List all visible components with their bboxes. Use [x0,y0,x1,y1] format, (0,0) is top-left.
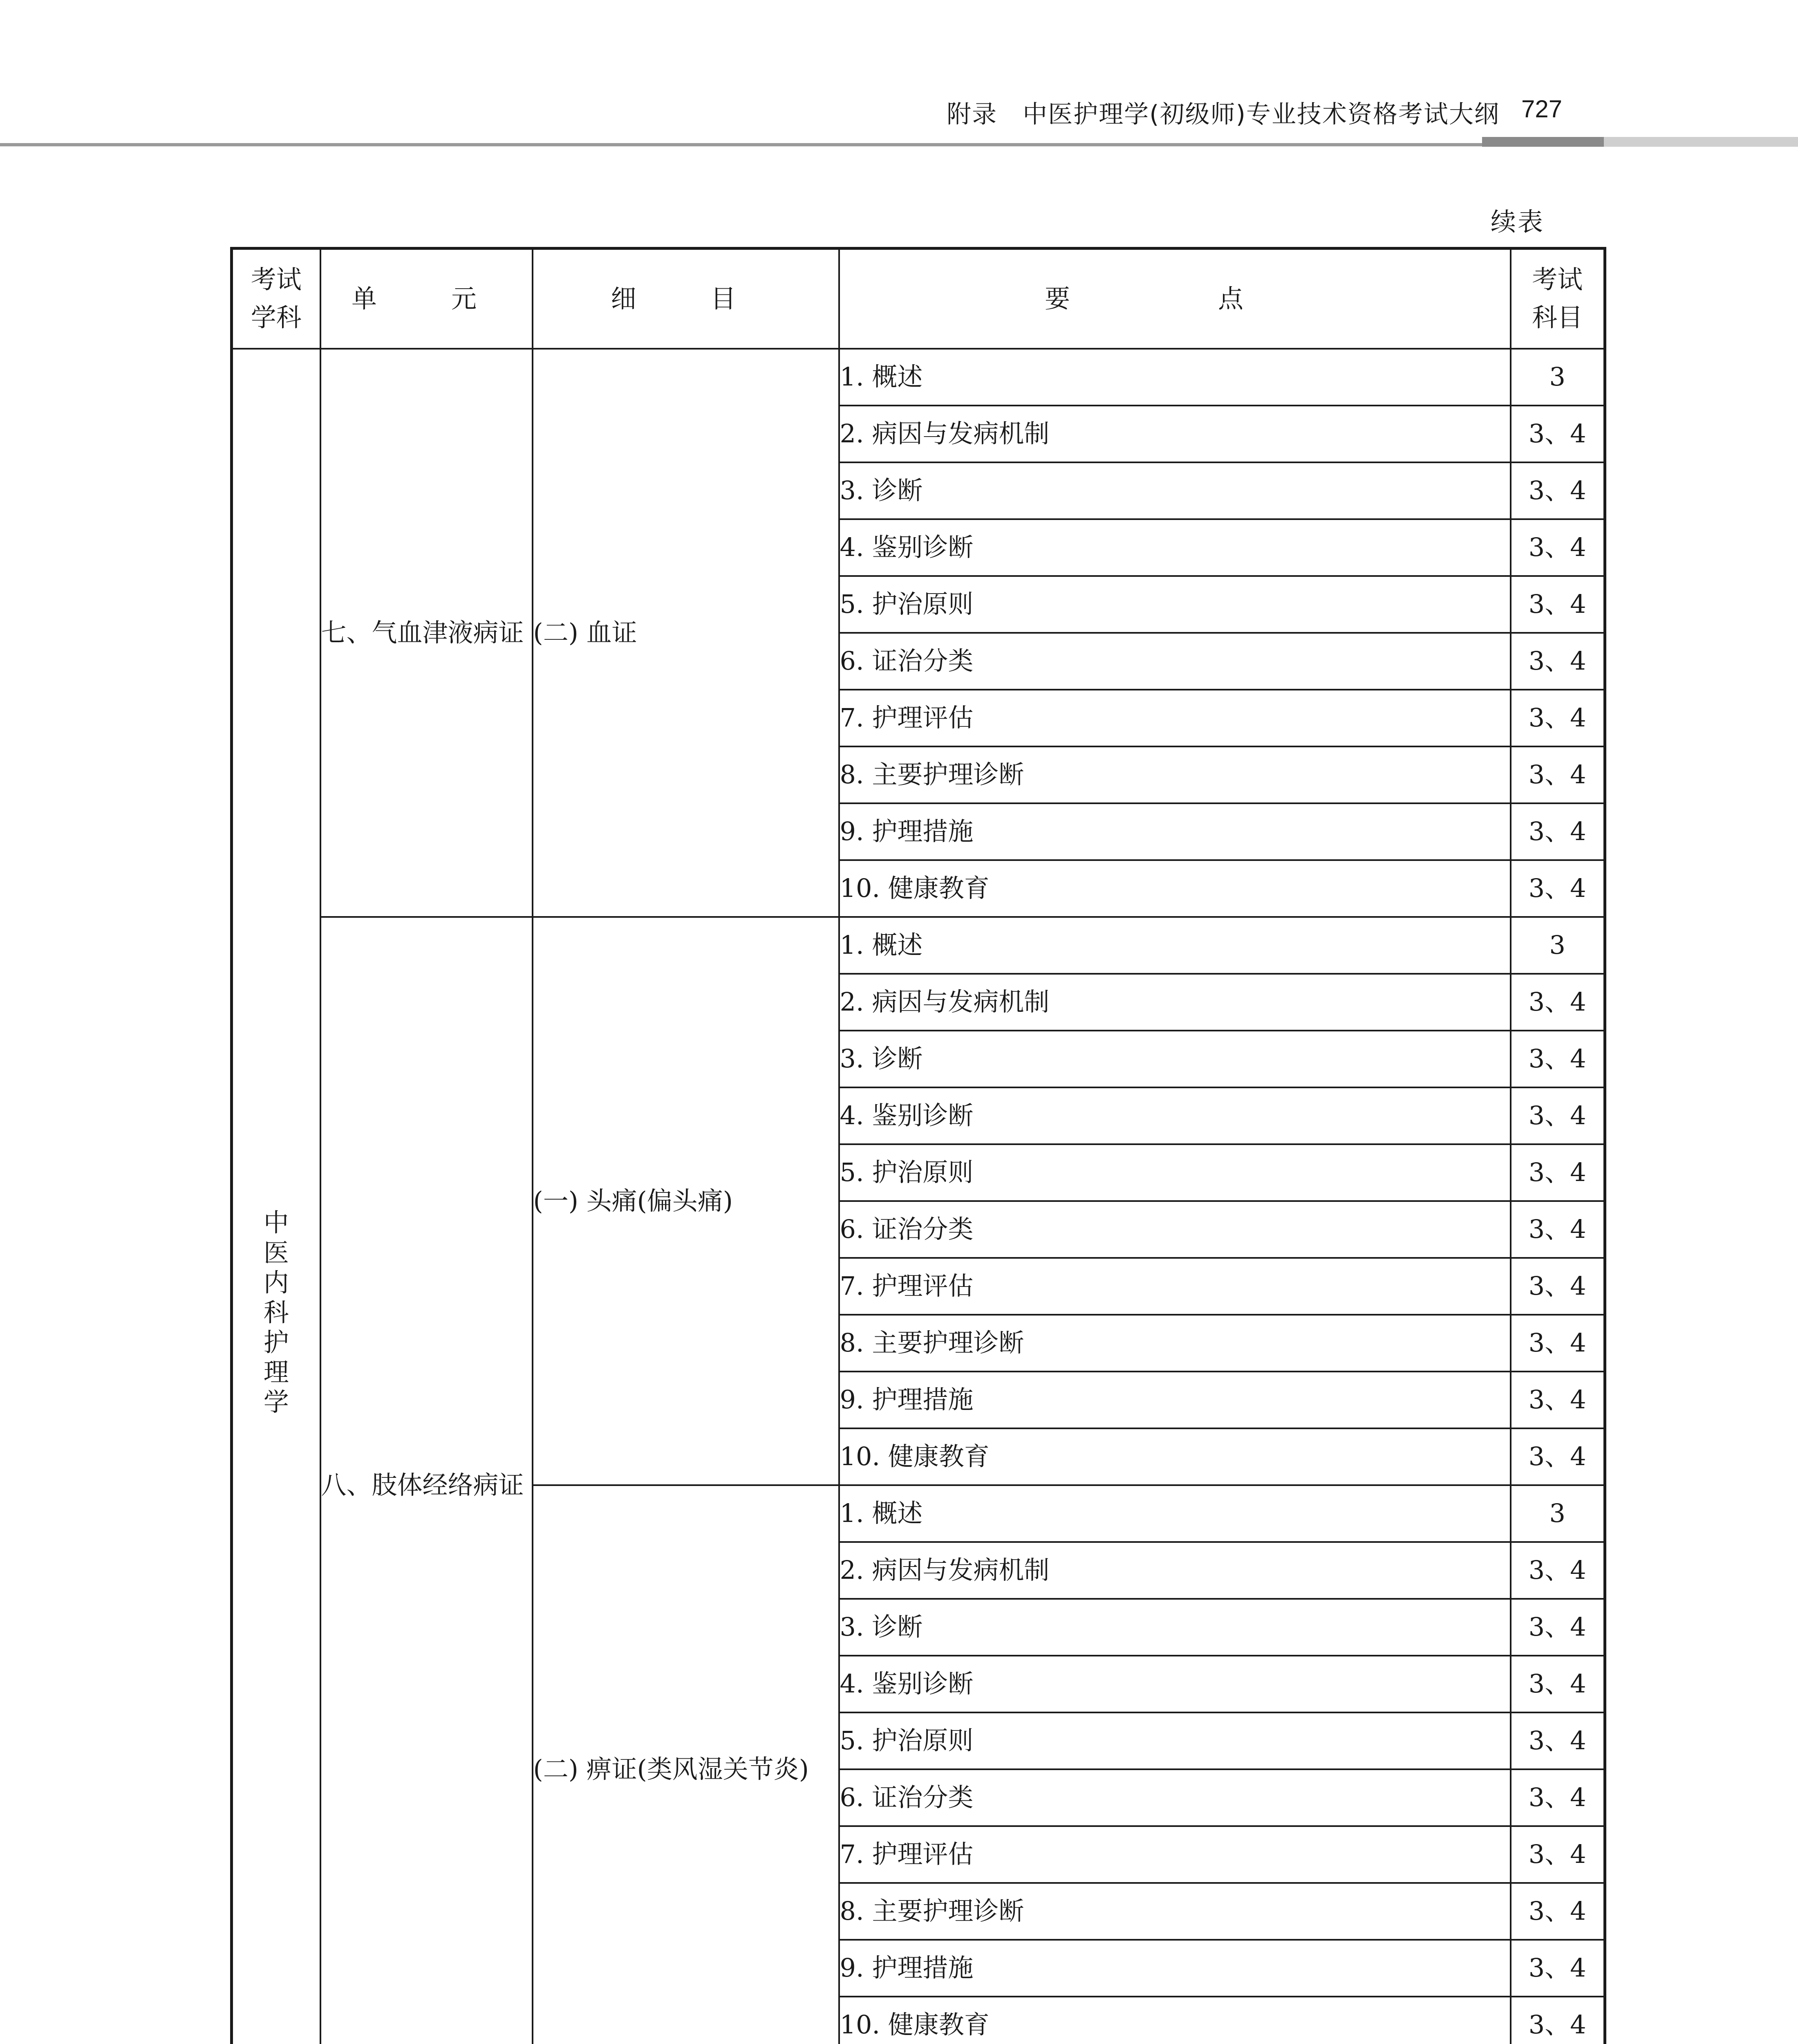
header-rule-bar-light [1604,137,1798,147]
point-cell: 1. 概述 [839,917,1511,974]
subject-cell: 中医内科护理学 [232,349,320,2044]
table-body [232,349,1605,2044]
exam-code-cell: 3、4 [1511,1997,1605,2044]
point-cell: 1. 概述 [839,1485,1511,1542]
point-cell: 5. 护治原则 [839,576,1511,633]
header-rule-bar-dark [1482,137,1604,147]
point-cell: 7. 护理评估 [839,1258,1511,1315]
exam-code-cell: 3 [1511,1485,1605,1542]
point-cell: 6. 证治分类 [839,1201,1511,1258]
point-cell: 3. 诊断 [839,462,1511,519]
point-cell: 1. 概述 [839,349,1511,406]
point-cell: 3. 诊断 [839,1599,1511,1656]
exam-code-cell: 3、4 [1511,1428,1605,1485]
exam-code-cell: 3、4 [1511,1315,1605,1372]
header-subject: 考试学科 [232,249,320,349]
exam-code-cell: 3、4 [1511,746,1605,803]
syllabus-table [230,247,1606,2044]
exam-code-cell: 3、4 [1511,1087,1605,1144]
header-points: 要 点 [839,249,1511,349]
unit-cell: 八、肢体经络病证 [320,917,533,2044]
header-unit: 单 元 [320,249,533,349]
exam-code-cell: 3、4 [1511,1258,1605,1315]
point-cell: 10. 健康教育 [839,860,1511,917]
exam-code-cell: 3、4 [1511,576,1605,633]
point-cell: 2. 病因与发病机制 [839,974,1511,1031]
exam-code-cell: 3、4 [1511,1372,1605,1428]
exam-code-cell: 3、4 [1511,519,1605,576]
point-cell: 5. 护治原则 [839,1144,1511,1201]
exam-code-cell: 3、4 [1511,803,1605,860]
running-header-title: 附录 中医护理学(初级师)专业技术资格考试大纲 [947,100,1500,129]
point-cell: 8. 主要护理诊断 [839,1883,1511,1940]
exam-code-cell: 3、4 [1511,1883,1605,1940]
exam-code-cell: 3、4 [1511,462,1605,519]
point-cell: 7. 护理评估 [839,690,1511,746]
exam-code-cell: 3、4 [1511,1542,1605,1599]
exam-code-cell: 3、4 [1511,1712,1605,1769]
point-cell: 7. 护理评估 [839,1826,1511,1883]
unit-cell: 七、气血津液病证 [320,349,533,917]
point-cell: 8. 主要护理诊断 [839,1315,1511,1372]
point-cell: 4. 鉴别诊断 [839,1656,1511,1712]
exam-code-cell: 3、4 [1511,1769,1605,1826]
point-cell: 9. 护理措施 [839,1940,1511,1997]
exam-code-cell: 3 [1511,349,1605,406]
point-cell: 2. 病因与发病机制 [839,1542,1511,1599]
point-cell: 6. 证治分类 [839,1769,1511,1826]
exam-code-cell: 3、4 [1511,1031,1605,1087]
exam-code-cell: 3、4 [1511,1656,1605,1712]
table-row [232,349,1605,406]
exam-code-cell: 3 [1511,917,1605,974]
exam-code-cell: 3、4 [1511,1940,1605,1997]
point-cell: 9. 护理措施 [839,803,1511,860]
point-cell: 4. 鉴别诊断 [839,1087,1511,1144]
point-cell: 10. 健康教育 [839,1428,1511,1485]
continued-label: 续表 [1490,207,1545,237]
header-item: 细 目 [533,249,839,349]
point-cell: 5. 护治原则 [839,1712,1511,1769]
exam-code-cell: 3、4 [1511,1201,1605,1258]
point-cell: 10. 健康教育 [839,1997,1511,2044]
exam-code-cell: 3、4 [1511,974,1605,1031]
item-cell: (一) 头痛(偏头痛) [533,917,839,1485]
table-row [232,917,1605,974]
point-cell: 4. 鉴别诊断 [839,519,1511,576]
point-cell: 8. 主要护理诊断 [839,746,1511,803]
point-cell: 3. 诊断 [839,1031,1511,1087]
exam-code-cell: 3、4 [1511,406,1605,462]
page-number: 727 [1521,95,1563,123]
header-rule [0,143,1482,146]
exam-code-cell: 3、4 [1511,690,1605,746]
item-cell: (二) 痹证(类风湿关节炎) [533,1485,839,2044]
header-exam: 考试科目 [1511,249,1605,349]
exam-code-cell: 3、4 [1511,1826,1605,1883]
point-cell: 9. 护理措施 [839,1372,1511,1428]
exam-code-cell: 3、4 [1511,860,1605,917]
point-cell: 6. 证治分类 [839,633,1511,690]
point-cell: 2. 病因与发病机制 [839,406,1511,462]
table-header-row [232,249,1605,349]
exam-code-cell: 3、4 [1511,1599,1605,1656]
item-cell: (二) 血证 [533,349,839,917]
exam-code-cell: 3、4 [1511,1144,1605,1201]
exam-code-cell: 3、4 [1511,633,1605,690]
